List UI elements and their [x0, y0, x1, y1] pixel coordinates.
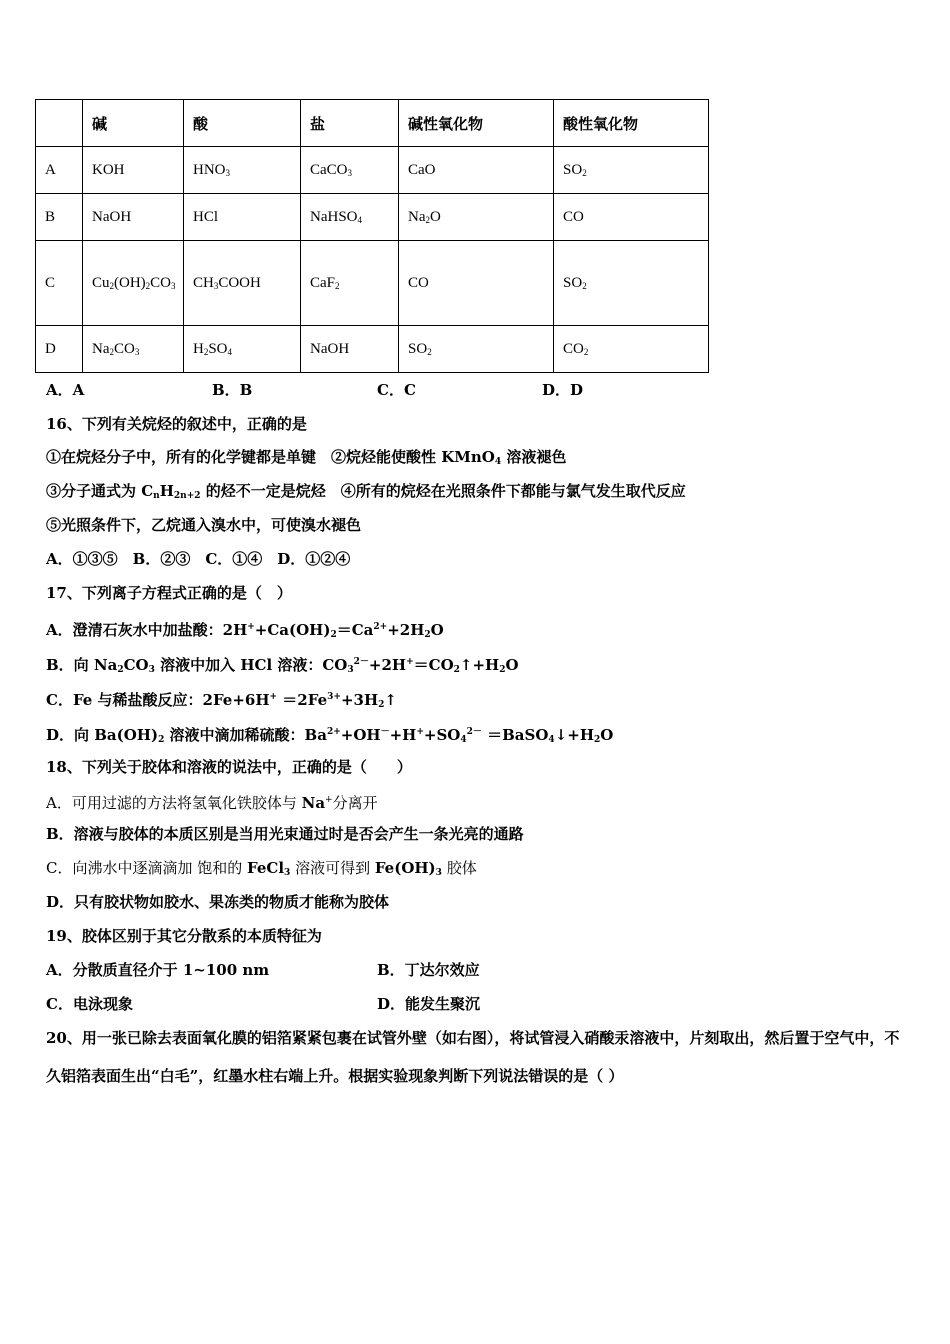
- cell-acidic-oxide: $CO_2$: [554, 326, 709, 373]
- q17-option-b: B．向 $Na_2CO_3$ 溶液中加入 HCl 溶液：$CO_3^{2-}+2H^+=CO_2↑+H_2O$: [46, 656, 519, 675]
- q15-option-b: B．B: [212, 381, 253, 399]
- cell-base: $Cu_2(OH)_2CO_3$: [83, 241, 184, 326]
- header-cell-base: 碱: [83, 100, 184, 147]
- cell-acidic-oxide: $SO_2$: [554, 147, 709, 194]
- q18-option-d: D．只有胶状物如胶水、果冻类的物质才能称为胶体: [46, 893, 390, 911]
- q17-stem: 17、下列离子方程式正确的是（ ）: [46, 584, 292, 602]
- q16-statement-3: ⑤光照条件下，乙烷通入溴水中，可使溴水褪色: [46, 516, 362, 534]
- cell-acidic-oxide: CO: [554, 194, 709, 241]
- q18-option-a: A．可用过滤的方法将氢氧化铁胶体与 Na+分离开: [46, 794, 378, 812]
- q15-option-d: D．D: [542, 381, 584, 399]
- q18-stem: 18、下列关于胶体和溶液的说法中，正确的是（ ）: [46, 758, 412, 776]
- cell-basic-oxide: CaO: [399, 147, 554, 194]
- cell-salt: NaHSO$_4$: [301, 194, 399, 241]
- q19-option-c: C．电泳现象: [46, 995, 133, 1013]
- row-label: A: [36, 147, 83, 194]
- cell-basic-oxide: CO: [399, 241, 554, 326]
- classification-table: [35, 99, 709, 373]
- q19-stem: 19、胶体区别于其它分散系的本质特征为: [46, 927, 322, 945]
- header-cell-salt: 盐: [301, 100, 399, 147]
- row-label: D: [36, 326, 83, 373]
- q18-option-c: C．向沸水中逐滴滴加 饱和的 FeCl$_3$ 溶液可得到 $Fe(OH)_3$ 胶体: [46, 859, 477, 878]
- cell-base: KOH: [83, 147, 184, 194]
- cell-acidic-oxide: $SO_2$: [554, 241, 709, 326]
- q17-option-a: A．澄清石灰水中加盐酸：$2H^++Ca(OH)_2=Ca^{2+}+2H_2O$: [46, 621, 444, 640]
- cell-salt: CaF$_2$: [301, 241, 399, 326]
- header-cell-blank: [36, 100, 83, 147]
- cell-acid: $CH_3COOH$: [184, 241, 301, 326]
- cell-salt: NaOH: [301, 326, 399, 373]
- row-label: B: [36, 194, 83, 241]
- row-label: C: [36, 241, 83, 326]
- q16-stem: 16、下列有关烷烃的叙述中，正确的是: [46, 415, 307, 433]
- header-cell-acidic-oxide: 酸性氧化物: [554, 100, 709, 147]
- table-row: [36, 147, 709, 194]
- q15-option-a: A．A: [46, 381, 85, 399]
- header-cell-basic-oxide: 碱性氧化物: [399, 100, 554, 147]
- header-cell-acid: 酸: [184, 100, 301, 147]
- q20-stem: 20、用一张已除去表面氧化膜的铝箔紧紧包裹在试管外壁（如右图），将试管浸入硝酸汞溶液中，片刻取出，然后置于空气中，不久铝箔表面生出“白毛”，红墨水柱右端上升。根据实验现象判断下列说法错误的是（ ）: [46, 1029, 900, 1085]
- q19-option-a: A．分散质直径介于 1~100 nm: [46, 961, 270, 979]
- q17-option-d: D．向 $Ba(OH)_2$ 溶液中滴加稀硫酸：$Ba^{2+}+OH^-+H^++SO_4^{2-}$ $=BaSO_4↓+H_2O$: [46, 726, 614, 745]
- cell-base: NaOH: [83, 194, 184, 241]
- q19-option-d: D．能发生聚沉: [377, 995, 481, 1013]
- q15-option-c: C．C: [377, 381, 416, 399]
- cell-acid: HCl: [184, 194, 301, 241]
- cell-base: $Na_2CO_3$: [83, 326, 184, 373]
- q17-option-c: C．Fe 与稀盐酸反应：$2Fe+6H^+ =2Fe^{3+}+3H_2↑$: [46, 691, 397, 710]
- table-row: [36, 194, 709, 241]
- q16-options: A．①③⑤ B．②③ C．①④ D．①②④: [46, 550, 351, 568]
- cell-acid: $HNO_3$: [184, 147, 301, 194]
- q16-statement-2: ③分子通式为 $C_nH_{2n+2}$ 的烃不一定是烷烃 ④所有的烷烃在光照条件下都能与氯气发生取代反应: [46, 482, 686, 501]
- table-header-row: [36, 100, 709, 147]
- table-row: [36, 326, 709, 373]
- q16-statement-1: ①在烷烃分子中，所有的化学键都是单键 ②烷烃能使酸性 KMnO$_4$ 溶液褪色: [46, 448, 567, 467]
- table-row: [36, 241, 709, 326]
- cell-acid: $H_2SO_4$: [184, 326, 301, 373]
- q18-option-b: B．溶液与胶体的本质区别是当用光束通过时是否会产生一条光亮的通路: [46, 825, 524, 843]
- cell-basic-oxide: $SO_2$: [399, 326, 554, 373]
- q19-option-b: B．丁达尔效应: [377, 961, 480, 979]
- cell-salt: CaCO$_3$: [301, 147, 399, 194]
- cell-basic-oxide: $Na_2O$: [399, 194, 554, 241]
